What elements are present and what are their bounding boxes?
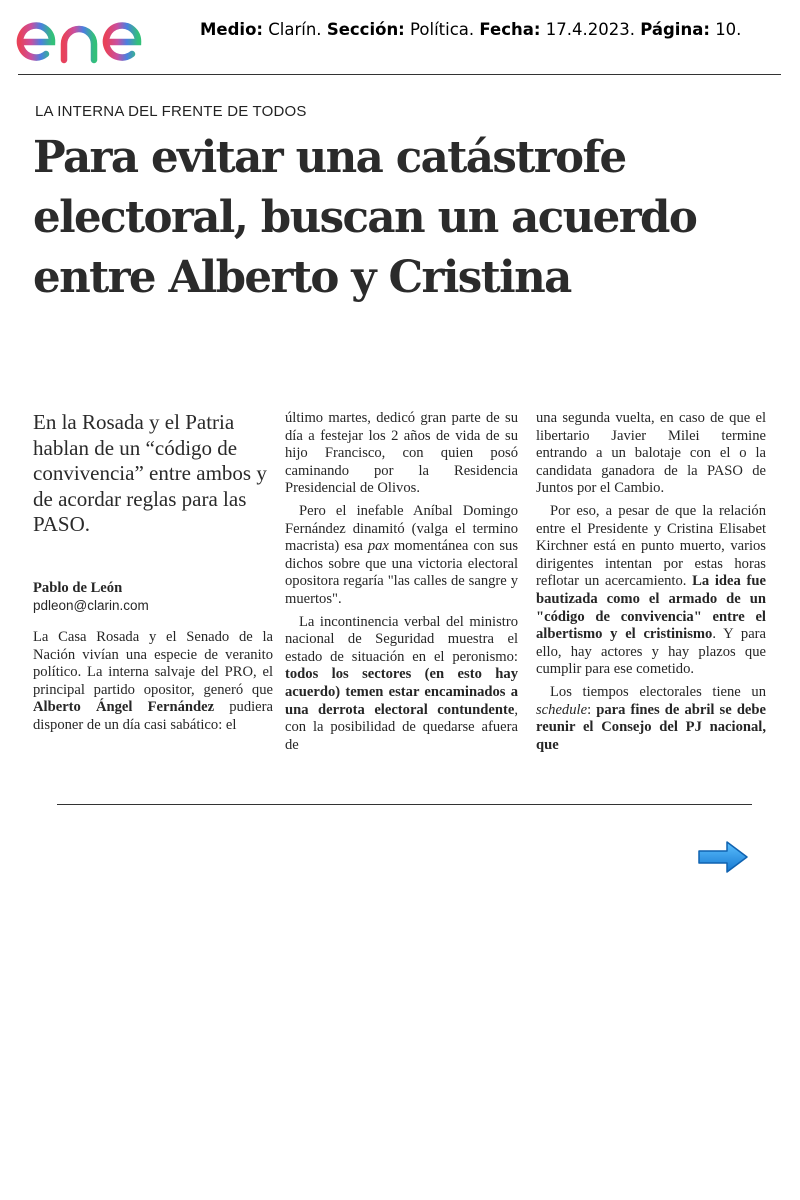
body-text: La incontinencia verbal del ministro nacional de Seguridad muestra el estado de situación en el peronismo: bbox=[285, 613, 518, 665]
article-kicker: LA INTERNA DEL FRENTE DE TODOS bbox=[35, 103, 307, 120]
article-headline bbox=[33, 128, 778, 308]
article-column-1 bbox=[33, 410, 273, 735]
body-text: Pero el inefable Aníbal Domingo Fernández dinamitó (valga el termino macrista) esa bbox=[285, 502, 518, 555]
fecha-value: 17.4.2023. bbox=[545, 20, 635, 39]
author-name: Pablo de León bbox=[33, 579, 123, 596]
article-column-2 bbox=[285, 410, 518, 754]
article-lede: En la Rosada y el Patria hablan de un “código de convivencia” entre ambos y de acordar reglas para las PASO. bbox=[33, 410, 267, 536]
fecha-label: Fecha: bbox=[479, 20, 541, 39]
body-text: pudiera disponer de un día casi sabático: el bbox=[33, 699, 273, 734]
body-paragraph bbox=[285, 614, 518, 755]
enel-logo bbox=[14, 2, 182, 68]
body-text: . Y para ello, hay actores y hay plazos que cumplir para ese cometido. bbox=[536, 626, 767, 678]
body-text: momentánea con sus dichos sobre que una victoria electoral opositora regaría "las calles de sangre y muertos". bbox=[285, 538, 518, 607]
body-paragraph bbox=[536, 684, 766, 754]
body-text: Por eso, a pesar de que la relación entre el Presidente y Cristina Elisabet Kirchner está en punto muerto, varios dirigentes intentan por estas horas reflotar un acercamiento. bbox=[536, 502, 766, 590]
arrow-right-icon[interactable] bbox=[697, 840, 749, 874]
body-italic-text: pax bbox=[367, 538, 389, 555]
body-text: La Casa Rosada y el Senado de la Nación vivían una especie de veranito político. La interna salvaje del PRO, el principal partido opositor, generó que bbox=[33, 629, 273, 698]
body-paragraph bbox=[536, 503, 766, 679]
body-text: Los tiempos electorales tiene un bbox=[550, 683, 766, 700]
body-bold-text: Alberto Ángel Fernández bbox=[33, 699, 215, 716]
body-text: : bbox=[587, 701, 597, 718]
body-paragraph bbox=[285, 503, 518, 609]
body-paragraph: último martes, dedicó gran parte de su día a festejar los 2 años de vida de su hijo Francisco, con quien posó caminando por la Residencia Presidencial de Olivos. bbox=[285, 410, 518, 497]
footer-divider bbox=[57, 804, 752, 805]
headline-line: entre Alberto y Cristina bbox=[33, 252, 571, 303]
pagina-label: Página: bbox=[640, 20, 710, 39]
body-paragraph: una segunda vuelta, en caso de que el libertario Javier Milei termine entrando a un balotaje con el o la candidata ganadora de la PASO de Juntos por el Cambio. bbox=[536, 410, 766, 497]
article-column-3 bbox=[536, 410, 766, 754]
medio-label: Medio: bbox=[200, 20, 264, 39]
body-bold-text: todos los sectores (en esto hay acuerdo) temen estar encaminados a una derrota electoral contundente bbox=[285, 666, 518, 718]
author-email: pdleon@clarin.com bbox=[33, 598, 149, 614]
body-text: , con la posibilidad de quedarse afuera de bbox=[285, 701, 518, 753]
body-bold-text: para fines de abril se debe reunir el Consejo del PJ nacional, que bbox=[536, 701, 767, 753]
pagina-value: 10. bbox=[715, 20, 742, 39]
headline-line: Para evitar una catástrofe bbox=[33, 132, 626, 183]
body-bold-text: La idea fue bautizada como el armado de un "código de convivencia" entre el albertismo y el cristinismo bbox=[536, 573, 766, 643]
source-metadata bbox=[200, 20, 741, 39]
seccion-value: Política. bbox=[410, 20, 475, 39]
seccion-label: Sección: bbox=[326, 20, 405, 39]
body-italic-text: schedule bbox=[536, 701, 588, 718]
body-paragraph bbox=[33, 629, 273, 735]
headline-line: electoral, buscan un acuerdo bbox=[33, 192, 697, 243]
header-divider bbox=[18, 74, 781, 75]
medio-value: Clarín. bbox=[268, 20, 322, 39]
